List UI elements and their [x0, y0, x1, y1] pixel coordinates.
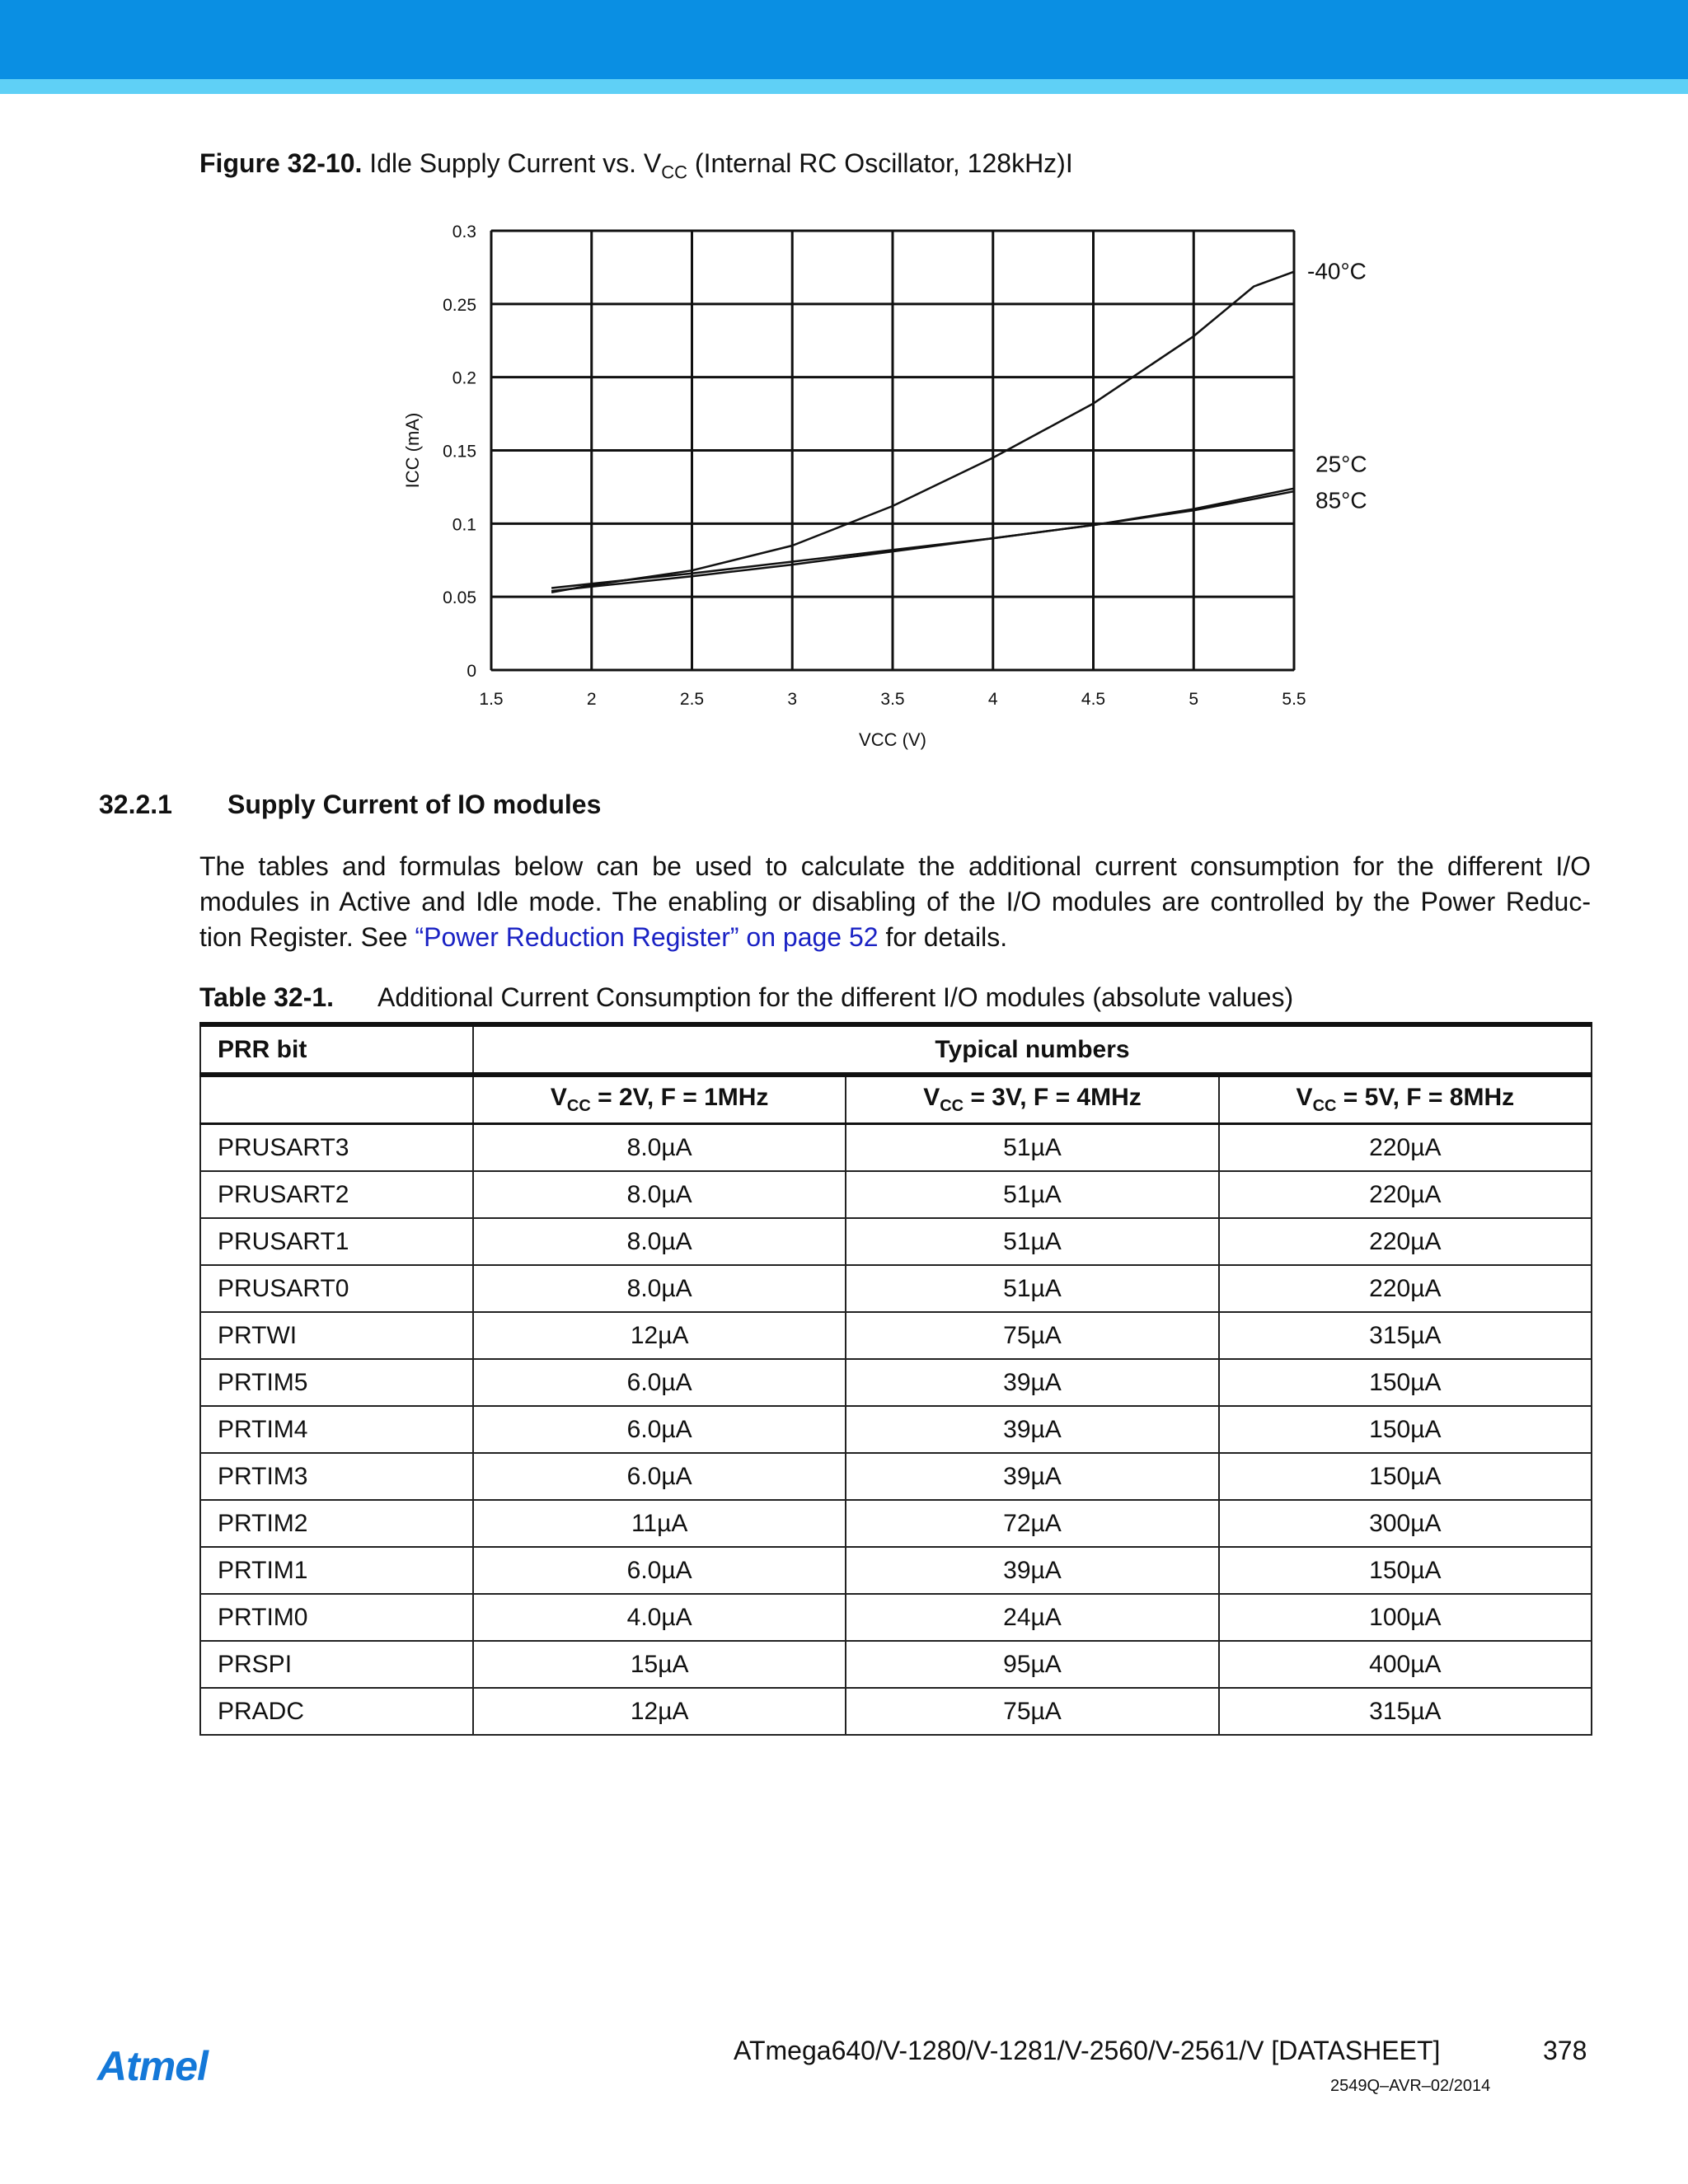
x-tick-label: 4: [987, 690, 998, 709]
paragraph-line-1: The tables and formulas below can be used to calculate the additional current consumption for the different I/O: [199, 851, 1591, 881]
table-cell-value: 220µA: [1219, 1124, 1592, 1172]
series-label: -40°C: [1307, 258, 1367, 284]
table-cell-prr-bit: PRSPI: [200, 1641, 473, 1688]
atmel-logo: Atmel: [97, 2043, 208, 2089]
table-row: [200, 1124, 1592, 1172]
table-cell-value: 51µA: [846, 1171, 1218, 1218]
table-cell-prr-bit: PRTWI: [200, 1312, 473, 1359]
table-subheader-row: [200, 1075, 1592, 1124]
table-cell-value: 12µA: [473, 1688, 846, 1735]
header-accent-strip: [0, 79, 1688, 94]
figure-title-prefix: Idle Supply Current vs. V: [369, 148, 662, 178]
table-cell-value: 315µA: [1219, 1688, 1592, 1735]
table-cell-value: 72µA: [846, 1500, 1218, 1547]
x-axis-label: VCC (V): [859, 729, 926, 750]
table-cell-prr-bit: PRTIM2: [200, 1500, 473, 1547]
series-label: 85°C: [1315, 487, 1367, 513]
paragraph-line-3-pre: tion Register. See: [199, 922, 415, 952]
table-cell-prr-bit: PRTIM3: [200, 1453, 473, 1500]
table-header-row: [200, 1024, 1592, 1075]
table-cell-value: 51µA: [846, 1218, 1218, 1265]
x-tick-label: 2: [586, 690, 597, 709]
section-heading: [99, 790, 601, 820]
table-body: [200, 1124, 1592, 1736]
table-cell-value: 39µA: [846, 1547, 1218, 1594]
table-row: [200, 1500, 1592, 1547]
y-axis-label: ICC (mA): [402, 412, 423, 489]
header-bar: [0, 0, 1688, 79]
table-cell-prr-bit: PRTIM0: [200, 1594, 473, 1641]
paragraph-line-3-post: for details.: [878, 922, 1008, 952]
idle-current-chart: [379, 214, 1451, 758]
x-tick-label: 2.5: [679, 690, 705, 709]
table-row: [200, 1171, 1592, 1218]
table-title: Additional Current Consumption for the different I/O modules (absolute values): [377, 982, 1294, 1012]
table-cell-prr-bit: PRADC: [200, 1688, 473, 1735]
header-prr-bit: PRR bit: [200, 1024, 473, 1075]
figure-caption: [199, 148, 1073, 183]
table-cell-value: 315µA: [1219, 1312, 1592, 1359]
table-cell-value: 8.0µA: [473, 1171, 846, 1218]
table-cell-value: 15µA: [473, 1641, 846, 1688]
table-cell-value: 300µA: [1219, 1500, 1592, 1547]
table-row: [200, 1359, 1592, 1406]
y-tick-label: 0.1: [452, 515, 476, 535]
y-tick-label: 0.25: [443, 295, 476, 315]
table-cell-prr-bit: PRUSART1: [200, 1218, 473, 1265]
table-cell-value: 150µA: [1219, 1547, 1592, 1594]
y-tick-label: 0: [467, 662, 476, 681]
x-tick-label: 3: [787, 690, 798, 709]
y-tick-label: 0.2: [452, 368, 476, 388]
table-cell-prr-bit: PRUSART3: [200, 1124, 473, 1172]
x-tick-label: 4.5: [1081, 690, 1106, 709]
paragraph-line-3: [199, 920, 1591, 955]
figure-label: Figure 32-10.: [199, 148, 363, 178]
x-tick-label: 3.5: [880, 690, 905, 709]
table-cell-value: 100µA: [1219, 1594, 1592, 1641]
power-reduction-register-link[interactable]: “Power Reduction Register” on page 52: [415, 922, 879, 952]
table-row: [200, 1218, 1592, 1265]
table-cell-value: 4.0µA: [473, 1594, 846, 1641]
figure-title-suffix: (Internal RC Oscillator, 128kHz)I: [687, 148, 1073, 178]
table-cell-prr-bit: PRTIM5: [200, 1359, 473, 1406]
table-cell-value: 220µA: [1219, 1171, 1592, 1218]
table-cell-value: 39µA: [846, 1453, 1218, 1500]
table-cell-value: 51µA: [846, 1124, 1218, 1172]
table-cell-prr-bit: PRTIM1: [200, 1547, 473, 1594]
table-caption: [199, 982, 1293, 1013]
table-cell-value: 39µA: [846, 1406, 1218, 1453]
table-cell-value: 150µA: [1219, 1406, 1592, 1453]
table-cell-prr-bit: PRTIM4: [200, 1406, 473, 1453]
body-paragraph: [199, 849, 1591, 955]
table-cell-value: 11µA: [473, 1500, 846, 1547]
table-cell-value: 220µA: [1219, 1265, 1592, 1312]
table-cell-value: 6.0µA: [473, 1406, 846, 1453]
y-tick-label: 0.15: [443, 442, 476, 462]
subheader-vcc-2v: $V_{CC} = 2V$, F = 1MHz: [473, 1075, 846, 1124]
table-cell-value: 220µA: [1219, 1218, 1592, 1265]
x-tick-label: 5: [1189, 690, 1199, 709]
table-cell-value: 12µA: [473, 1312, 846, 1359]
table-cell-value: 51µA: [846, 1265, 1218, 1312]
section-title: Supply Current of IO modules: [227, 790, 602, 819]
table-row: [200, 1265, 1592, 1312]
table-cell-value: 8.0µA: [473, 1218, 846, 1265]
table-row: [200, 1312, 1592, 1359]
table-cell-value: 150µA: [1219, 1359, 1592, 1406]
table-cell-value: 95µA: [846, 1641, 1218, 1688]
series-label: 25°C: [1315, 451, 1367, 477]
table-cell-value: 6.0µA: [473, 1453, 846, 1500]
subheader-vcc-5v: $V_{CC} = 5V$, F = 8MHz: [1219, 1075, 1592, 1124]
table-cell-value: 75µA: [846, 1688, 1218, 1735]
current-consumption-table: [199, 1022, 1592, 1736]
section-number: 32.2.1: [99, 790, 172, 819]
footer-document-title: ATmega640/V-1280/V-1281/V-2560/V-2561/V [DATASHEET]: [734, 2036, 1441, 2065]
header-typical-numbers: Typical numbers: [473, 1024, 1592, 1075]
y-tick-label: 0.3: [452, 223, 476, 241]
series-line: [551, 489, 1294, 588]
x-tick-label: 1.5: [479, 690, 504, 709]
table-cell-value: 24µA: [846, 1594, 1218, 1641]
table-cell-prr-bit: PRUSART0: [200, 1265, 473, 1312]
table-cell-value: 6.0µA: [473, 1547, 846, 1594]
table-cell-value: 150µA: [1219, 1453, 1592, 1500]
table-row: [200, 1406, 1592, 1453]
figure-title-sub: CC: [661, 162, 688, 183]
table-row: [200, 1688, 1592, 1735]
table-cell-value: 39µA: [846, 1359, 1218, 1406]
subheader-vcc-3v: $V_{CC} = 3V$, F = 4MHz: [846, 1075, 1218, 1124]
table-label: Table 32-1.: [199, 982, 335, 1012]
x-tick-label: 5.5: [1282, 690, 1306, 709]
series-line: [551, 272, 1294, 593]
table-cell-value: 6.0µA: [473, 1359, 846, 1406]
subheader-empty: [200, 1075, 473, 1124]
table-row: [200, 1547, 1592, 1594]
table-cell-value: 75µA: [846, 1312, 1218, 1359]
paragraph-line-2: modules in Active and Idle mode. The enabling or disabling of the I/O modules are controlled by the Power Reduc-: [199, 887, 1591, 916]
table-cell-prr-bit: PRUSART2: [200, 1171, 473, 1218]
table-cell-value: 8.0µA: [473, 1124, 846, 1172]
table-row: [200, 1594, 1592, 1641]
y-tick-label: 0.05: [443, 588, 476, 608]
table-row: [200, 1453, 1592, 1500]
table-cell-value: 8.0µA: [473, 1265, 846, 1312]
table-row: [200, 1641, 1592, 1688]
table-cell-value: 400µA: [1219, 1641, 1592, 1688]
footer-page-number: 378: [1543, 2036, 1587, 2065]
footer-document-code: 2549Q–AVR–02/2014: [1330, 2077, 1491, 2095]
